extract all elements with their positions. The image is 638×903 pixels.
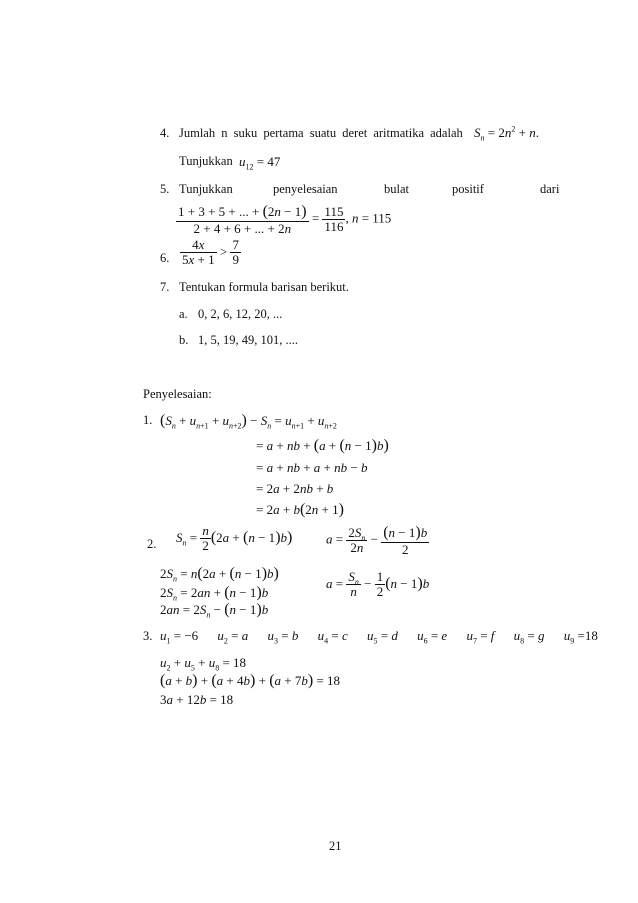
q7-item-b-text: 1, 5, 19, 49, 101, .... [198,333,298,347]
s1-number: 1. [143,413,153,427]
s1-step-3: = 2a + 2nb + b [256,481,334,496]
q7-item-b-label: b. [179,333,189,347]
s1-step-1: = a + nb + (a + (n − 1)b) [256,437,389,454]
page-number: 21 [329,839,342,853]
q5-equation: $\frac{1 + 3 + 5 + ... + (2n - 1)}{2 + 4 + 6 + ... + 2n}$ = $\frac{115}{116}$ , n = 115 [178,203,392,236]
q5-word-3: bulat [384,182,409,196]
s3-line-3: 3a + 12b = 18 [160,692,234,707]
q5-word-4: positif [452,182,484,196]
s1-step-4: = 2a + b(2n + 1) [256,501,344,518]
q6-inequality [180,238,241,268]
q4-line2-label: Tunjukkan [179,154,233,168]
q7-item-a-text: 0, 2, 6, 12, 20, ... [198,307,283,321]
q5-rhs-fraction [322,205,345,235]
q5-rhs-den: 116 [324,218,344,234]
s3-term-7: $u_7 = f$ [466,628,495,646]
q5-lhs-fraction: $\frac{1 + 3 + 5 + ... + (2n - 1)}{2 + 4 + 6 + ... + 2n}$ [178,203,307,236]
s2-left-first: $S_n$ = $\frac{n}{2}$ (2a + (n − 1)b) [176,523,293,554]
q6-rhs-fraction [230,238,241,268]
s3-term-5: $u_5 = d$ [366,628,398,646]
q4-text [179,127,463,140]
q6-number: 6. [160,251,170,265]
q7-item-a-label: a. [179,307,188,321]
s2-right-first: a = $\frac{2S_n}{2n}$ − $\frac{(n - 1)b}{2}$ [326,524,428,557]
s3-term-8: $u_8 = g$ [513,628,545,646]
s3-term-9: $u_9 =18$ [563,628,598,646]
s3-term-1: $u_1 = -6$ [160,628,199,646]
q4-formula: $S_n = 2n^2 + n$. [474,124,539,143]
s2-left-line-3: $2an = 2S_n - (n - 1)b$ [160,601,269,620]
s3-term-6: $u_6 = e$ [417,628,448,646]
s2-number: 2. [147,537,157,551]
s3-term-2: $u_2 = a$ [217,628,249,646]
q5-rhs-num: 115 [324,203,344,219]
q7-number: 7. [160,280,170,294]
q4-statement: Jumlah n suku pertama suatu deret aritmatika adalah [179,126,463,140]
s2-left-line-1: $2S_n = n(2a + (n - 1)b)$ [160,565,279,584]
q5-number: 5. [160,182,170,196]
s2-right-second: a = $\frac{S_n}{n}$ − $\frac{1}{2}$ (n − 1)b [326,569,430,600]
q6-lhs-fraction: $\frac{4x}{5x + 1}$ [182,237,215,268]
s3-number: 3. [143,629,153,643]
q4-line2-formula: $u_{12} = 47$ [239,154,281,172]
s1-step-2: = a + nb + a + nb − b [256,460,368,475]
q4-number: 4. [160,126,170,140]
q6-rhs-den: 9 [232,252,239,268]
s3-term-3: $u_3 = b$ [267,628,299,646]
s1-line1: $(S_n + u_{n+1} + u_{n+2}) - S_n = u_{n+1} + u_{n+2}$ [160,412,337,431]
s2-left-line-2: $2S_n = 2an + (n - 1)b$ [160,584,269,603]
q6-operator: > [219,243,228,259]
q7-text: Tentukan formula barisan berikut. [179,280,349,294]
q5-word-1: Tunjukkan [179,182,233,196]
s3-line-2: (a + b) + (a + 4b) + (a + 7b) = 18 [160,672,341,689]
solution-heading: Penyelesaian: [143,387,212,401]
q5-word-5: dari [540,182,560,196]
q6-rhs-num: 7 [232,237,239,252]
s3-terms [160,628,598,646]
q5-word-2: penyelesaian [273,182,338,196]
s3-line-1: $u_2 + u_5 + u_8 = 18$ [160,655,247,673]
s3-term-4: $u_4 = c$ [317,628,348,646]
